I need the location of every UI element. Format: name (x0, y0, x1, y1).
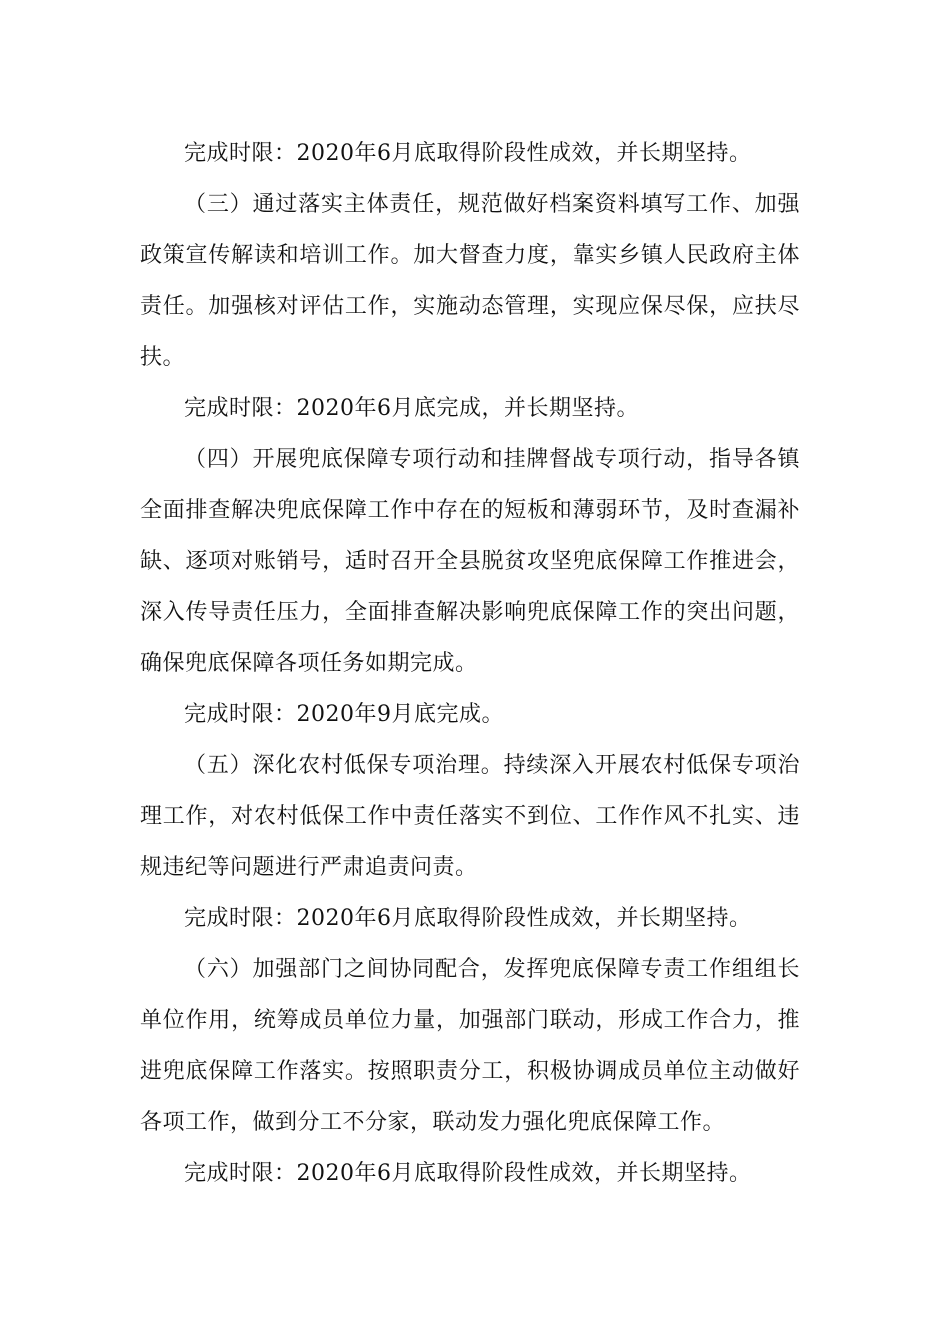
deadline-line: 完成时限：2020年6月底取得阶段性成效，并长期坚持。 (184, 141, 752, 166)
deadline-line: 完成时限：2020年6月底完成，并长期坚持。 (184, 396, 639, 421)
document-body (140, 128, 800, 1199)
deadline-line: 完成时限：2020年9月底完成。 (184, 702, 504, 727)
body-paragraph: （五）深化农村低保专项治理。持续深入开展农村低保专项治理工作，对农村低保工作中责任落实不到位、工作作风不扎实、违规违纪等问题进行严肃追责问责。 (140, 753, 800, 880)
body-paragraph: （四）开展兜底保障专项行动和挂牌督战专项行动，指导各镇全面排查解决兜底保障工作中存在的短板和薄弱环节，及时查漏补缺、逐项对账销号，适时召开全县脱贫攻坚兜底保障工作推进会，深入传导责任压力，全面排查解决影响兜底保障工作的突出问题，确保兜底保障各项任务如期完成。 (140, 447, 800, 676)
deadline-line: 完成时限：2020年6月底取得阶段性成效，并长期坚持。 (184, 1161, 752, 1186)
body-paragraph: （六）加强部门之间协同配合，发挥兜底保障专责工作组组长单位作用，统筹成员单位力量，加强部门联动，形成工作合力，推进兜底保障工作落实。按照职责分工，积极协调成员单位主动做好各项工作，做到分工不分家，联动发力强化兜底保障工作。 (140, 957, 800, 1135)
body-paragraph: （三）通过落实主体责任，规范做好档案资料填写工作、加强政策宣传解读和培训工作。加大督查力度，靠实乡镇人民政府主体责任。加强核对评估工作，实施动态管理，实现应保尽保，应扶尽扶。 (140, 192, 800, 370)
deadline-line: 完成时限：2020年6月底取得阶段性成效，并长期坚持。 (184, 906, 752, 931)
